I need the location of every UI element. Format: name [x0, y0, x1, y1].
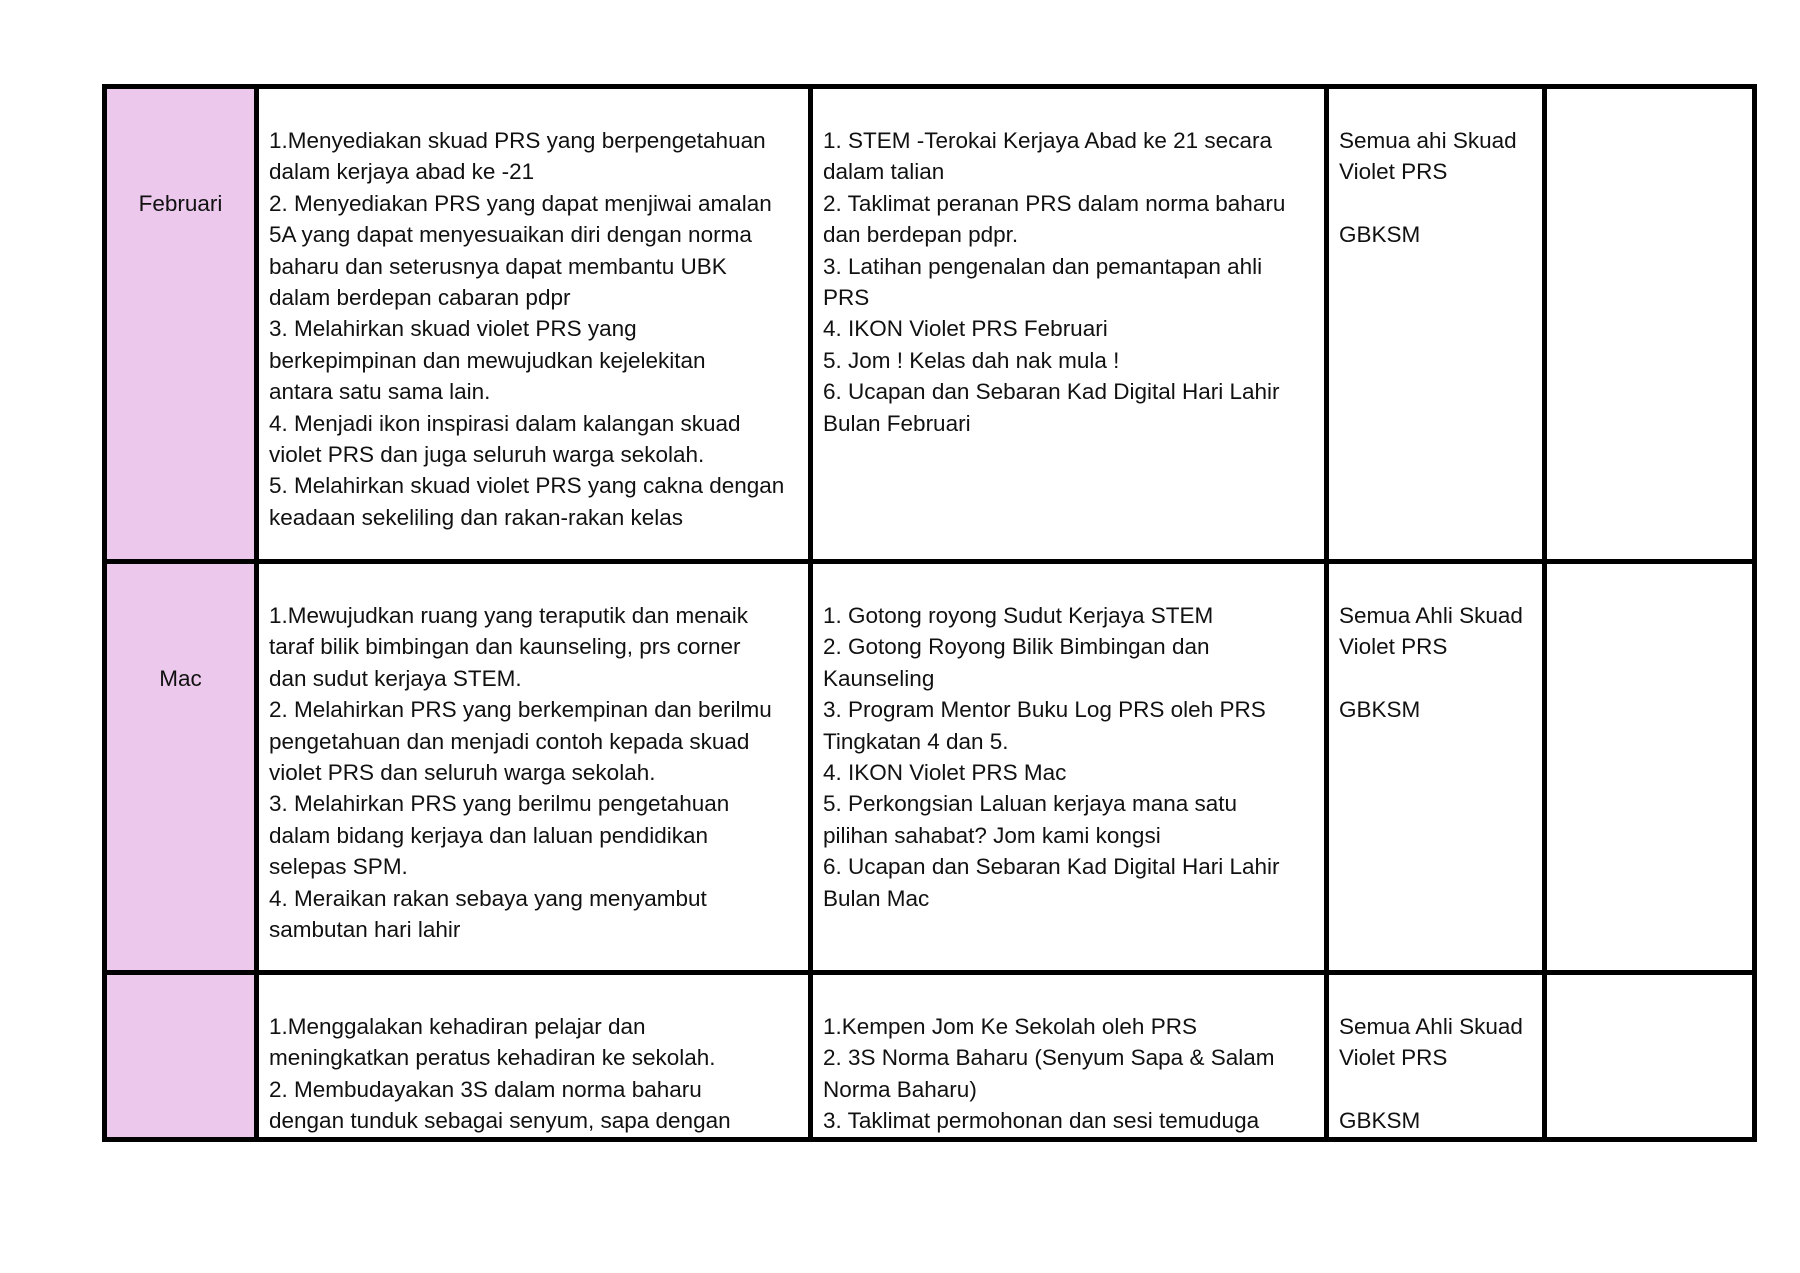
activity-line: Bulan Februari — [823, 410, 971, 436]
participants-line: Semua ahi Skuad — [1339, 128, 1517, 153]
objective-line: dalam kerjaya abad ke -21 — [269, 159, 535, 185]
objective-line: 2. Melahirkan PRS yang berkempinan dan berilmu — [269, 697, 772, 723]
month-cell — [105, 87, 257, 562]
activity-line: dalam talian — [823, 159, 945, 185]
objectives-cell — [257, 87, 811, 562]
objective-line: dalam bidang kerjaya dan laluan pendidikan — [269, 822, 709, 848]
month-cell — [105, 973, 257, 1140]
activity-line: 4. IKON Violet PRS Mac — [823, 760, 1067, 786]
objective-line: 5A yang dapat menyesuaikan diri dengan norma — [269, 222, 752, 248]
participants-cell — [1327, 973, 1545, 1140]
activity-line: dan berdepan pdpr. — [823, 222, 1019, 248]
activity-line: 3. Taklimat permohonan dan sesi temuduga — [823, 1108, 1260, 1134]
objective-line: 2. Menyediakan PRS yang dapat menjiwai amalan — [269, 190, 772, 216]
activity-line: Tingkatan 4 dan 5. — [823, 728, 1009, 754]
activity-line: 2. Taklimat peranan PRS dalam norma baharu — [823, 190, 1286, 216]
activity-line: 1. STEM -Terokai Kerjaya Abad ke 21 secara — [823, 128, 1272, 153]
objectives-cell — [257, 562, 811, 973]
objective-line: violet PRS dan juga seluruh warga sekolah. — [269, 442, 705, 468]
activity-line: Kaunseling — [823, 665, 935, 691]
organizer-label: GBKSM — [1339, 222, 1421, 248]
objective-line: meningkatkan peratus kehadiran ke sekolah. — [269, 1045, 716, 1071]
table-row — [105, 562, 1755, 973]
month-cell — [105, 562, 257, 973]
objective-line: keadaan sekeliling dan rakan-rakan kelas — [269, 504, 684, 530]
spacer — [1339, 1074, 1532, 1105]
objective-line: sambutan hari lahir — [269, 917, 461, 943]
participants-line: Semua Ahli Skuad — [1339, 1014, 1523, 1039]
activity-line: Bulan Mac — [823, 885, 930, 911]
objective-line: dalam berdepan cabaran pdpr — [269, 285, 571, 311]
activity-line: 5. Jom ! Kelas dah nak mula ! — [823, 347, 1120, 373]
objective-line: 1.Menyediakan skuad PRS yang berpengetahuan — [269, 128, 766, 153]
activity-line: 6. Ucapan dan Sebaran Kad Digital Hari Lahir — [823, 854, 1280, 880]
objective-line: dan sudut kerjaya STEM. — [269, 665, 522, 691]
objective-line: 3. Melahirkan skuad violet PRS yang — [269, 316, 637, 342]
objective-line: taraf bilik bimbingan dan kaunseling, prs corner — [269, 634, 741, 660]
objective-line: dengan tunduk sebagai senyum, sapa dengan — [269, 1108, 731, 1134]
activity-line: 3. Latihan pengenalan dan pemantapan ahli — [823, 253, 1263, 279]
activity-line: 3. Program Mentor Buku Log PRS oleh PRS — [823, 697, 1266, 723]
activity-line: 4. IKON Violet PRS Februari — [823, 316, 1108, 342]
objective-line: baharu dan seterusnya dapat membantu UBK — [269, 253, 727, 279]
notes-cell — [1545, 562, 1755, 973]
month-label: Mac — [159, 666, 202, 691]
objective-line: 4. Meraikan rakan sebaya yang menyambut — [269, 885, 707, 911]
spacer — [1339, 663, 1532, 694]
activity-plan-table — [102, 84, 1757, 1142]
activity-line: 1.Kempen Jom Ke Sekolah oleh PRS — [823, 1014, 1197, 1039]
participants-cell — [1327, 562, 1545, 973]
organizer-label: GBKSM — [1339, 697, 1421, 723]
activity-line: 5. Perkongsian Laluan kerjaya mana satu — [823, 791, 1238, 817]
activity-line: PRS — [823, 285, 870, 311]
spacer — [1339, 188, 1532, 219]
objective-line: antara satu sama lain. — [269, 379, 491, 405]
objective-line: 1.Menggalakan kehadiran pelajar dan — [269, 1014, 646, 1039]
objective-line: 3. Melahirkan PRS yang berilmu pengetahuan — [269, 791, 730, 817]
objective-line: 2. Membudayakan 3S dalam norma baharu — [269, 1076, 702, 1102]
participants-line: Violet PRS — [1339, 159, 1448, 185]
participants-line: Semua Ahli Skuad — [1339, 603, 1523, 628]
activity-line: pilihan sahabat? Jom kami kongsi — [823, 822, 1161, 848]
activity-line: 1. Gotong royong Sudut Kerjaya STEM — [823, 603, 1214, 628]
objective-line: 4. Menjadi ikon inspirasi dalam kalangan skuad — [269, 410, 741, 436]
participants-line: Violet PRS — [1339, 634, 1448, 660]
table-row — [105, 87, 1755, 562]
objectives-cell — [257, 973, 811, 1140]
notes-cell — [1545, 87, 1755, 562]
activities-cell — [811, 87, 1327, 562]
participants-cell — [1327, 87, 1545, 562]
organizer-label: GBKSM — [1339, 1108, 1421, 1134]
objective-line: 1.Mewujudkan ruang yang teraputik dan menaik — [269, 603, 749, 628]
objective-line: 5. Melahirkan skuad violet PRS yang cakna dengan — [269, 473, 785, 499]
participants-line: Violet PRS — [1339, 1045, 1448, 1071]
table-row — [105, 973, 1755, 1140]
activity-line: Norma Baharu) — [823, 1076, 977, 1102]
objective-line: violet PRS dan seluruh warga sekolah. — [269, 760, 656, 786]
notes-cell — [1545, 973, 1755, 1140]
activity-line: 2. 3S Norma Baharu (Senyum Sapa & Salam — [823, 1045, 1275, 1071]
activities-cell — [811, 973, 1327, 1140]
activity-line: 2. Gotong Royong Bilik Bimbingan dan — [823, 634, 1210, 660]
activities-cell — [811, 562, 1327, 973]
objective-line: berkepimpinan dan mewujudkan kejelekitan — [269, 347, 706, 373]
objective-line: pengetahuan dan menjadi contoh kepada skuad — [269, 728, 750, 754]
activity-line: 6. Ucapan dan Sebaran Kad Digital Hari Lahir — [823, 379, 1280, 405]
month-label: Februari — [138, 191, 223, 216]
objective-line: selepas SPM. — [269, 854, 408, 880]
